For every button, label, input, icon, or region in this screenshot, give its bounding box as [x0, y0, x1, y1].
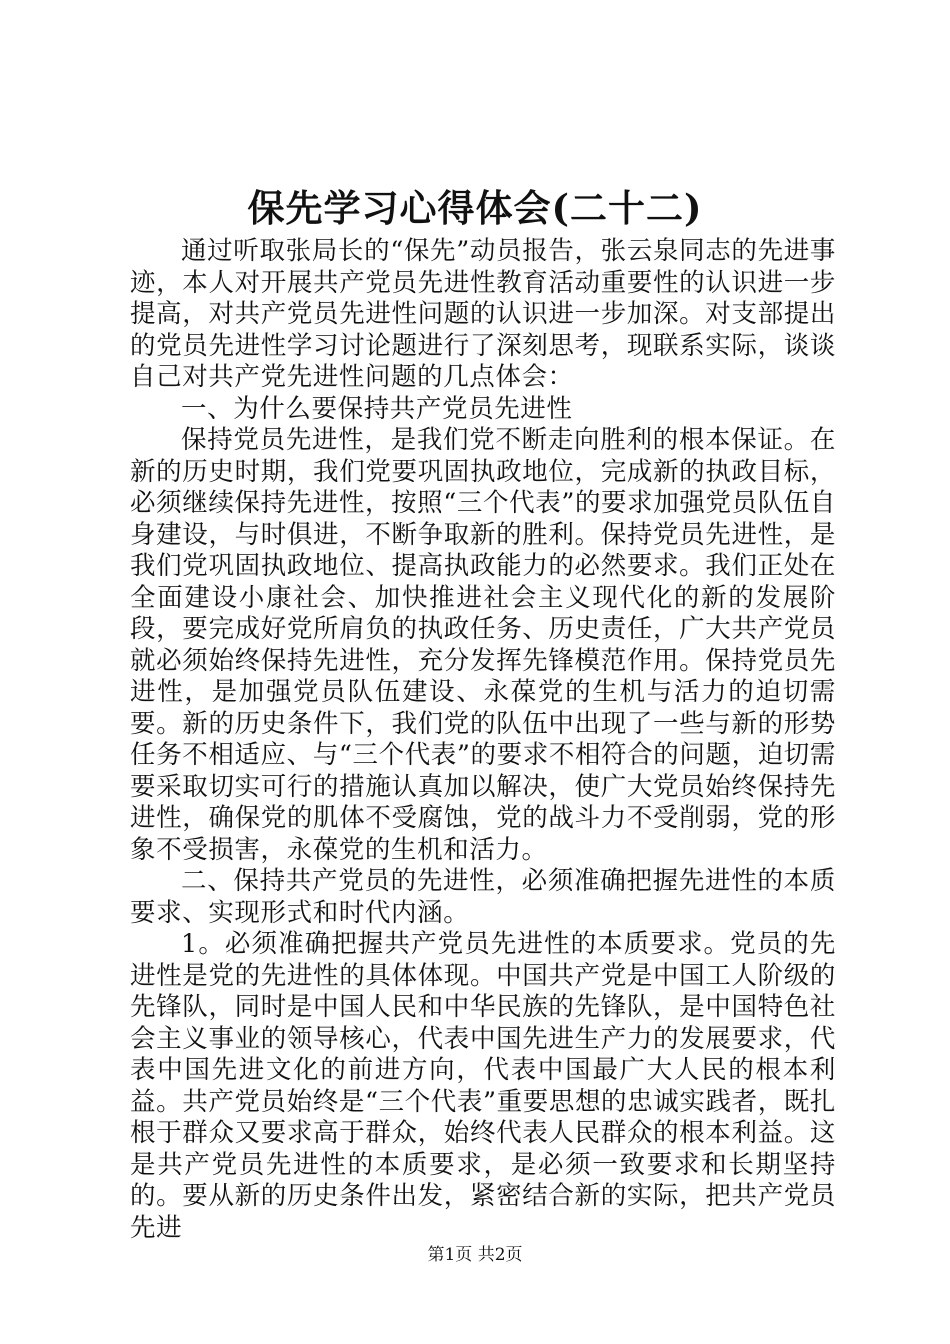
document-body — [130, 236, 836, 1244]
document-title: 保先学习心得体会(二十二) — [247, 186, 703, 230]
section-heading-2: 二、保持共产党员的先进性，必须准确把握先进性的本质要求、实现形式和时代内涵。 — [130, 866, 836, 928]
paragraph-section-1: 保持党员先进性，是我们党不断走向胜利的根本保证。在新的历史时期，我们党要巩固执政地位，完成新的执政目标，必须继续保持先进性，按照“三个代表”的要求加强党员队伍自身建设，与时俱进，不断争取新的胜利。保持党员先进性，是我们党巩固执政地位、提高执政能力的必然要求。我们正处在全面建设小康社会、加快推进社会主义现代化的新的发展阶段，要完成好党所肩负的执政任务、历史责任，广大共产党员就必须始终保持先进性，充分发挥先锋模范作用。保持党员先进性，是加强党员队伍建设、永葆党的生机与活力的迫切需要。新的历史条件下，我们党的队伍中出现了一些与新的形势任务不相适应、与“三个代表”的要求不相符合的问题，迫切需要采取切实可行的措施认真加以解决，使广大党员始终保持先进性，确保党的肌体不受腐蚀，党的战斗力不受削弱，党的形象不受损害，永葆党的生机和活力。 — [130, 425, 836, 865]
paragraph-point-1: 1。必须准确把握共产党员先进性的本质要求。党员的先进性是党的先进性的具体体现。中国共产党是中国工人阶级的先锋队，同时是中国人民和中华民族的先锋队，是中国特色社会主义事业的领导核心，代表中国先进生产力的发展要求，代表中国先进文化的前进方向，代表中国最广大人民的根本利益。共产党员始终是“三个代表”重要思想的忠诚实践者，既扎根于群众又要求高于群众，始终代表人民群众的根本利益。这是共产党员先进性的本质要求，是必须一致要求和长期坚持的。要从新的历史条件出发，紧密结合新的实际，把共产党员先进 — [130, 929, 836, 1243]
page-footer: 第1页 共2页 — [427, 1245, 523, 1265]
paragraph-intro: 通过听取张局长的“保先”动员报告，张云泉同志的先进事迹，本人对开展共产党员先进性教育活动重要性的认识进一步提高，对共产党员先进性问题的认识进一步加深。对支部提出的党员先进性学习讨论题进行了深刻思考，现联系实际，谈谈自己对共产党先进性问题的几点体会： — [130, 236, 836, 392]
section-heading-1: 一、为什么要保持共产党员先进性 — [181, 393, 573, 424]
